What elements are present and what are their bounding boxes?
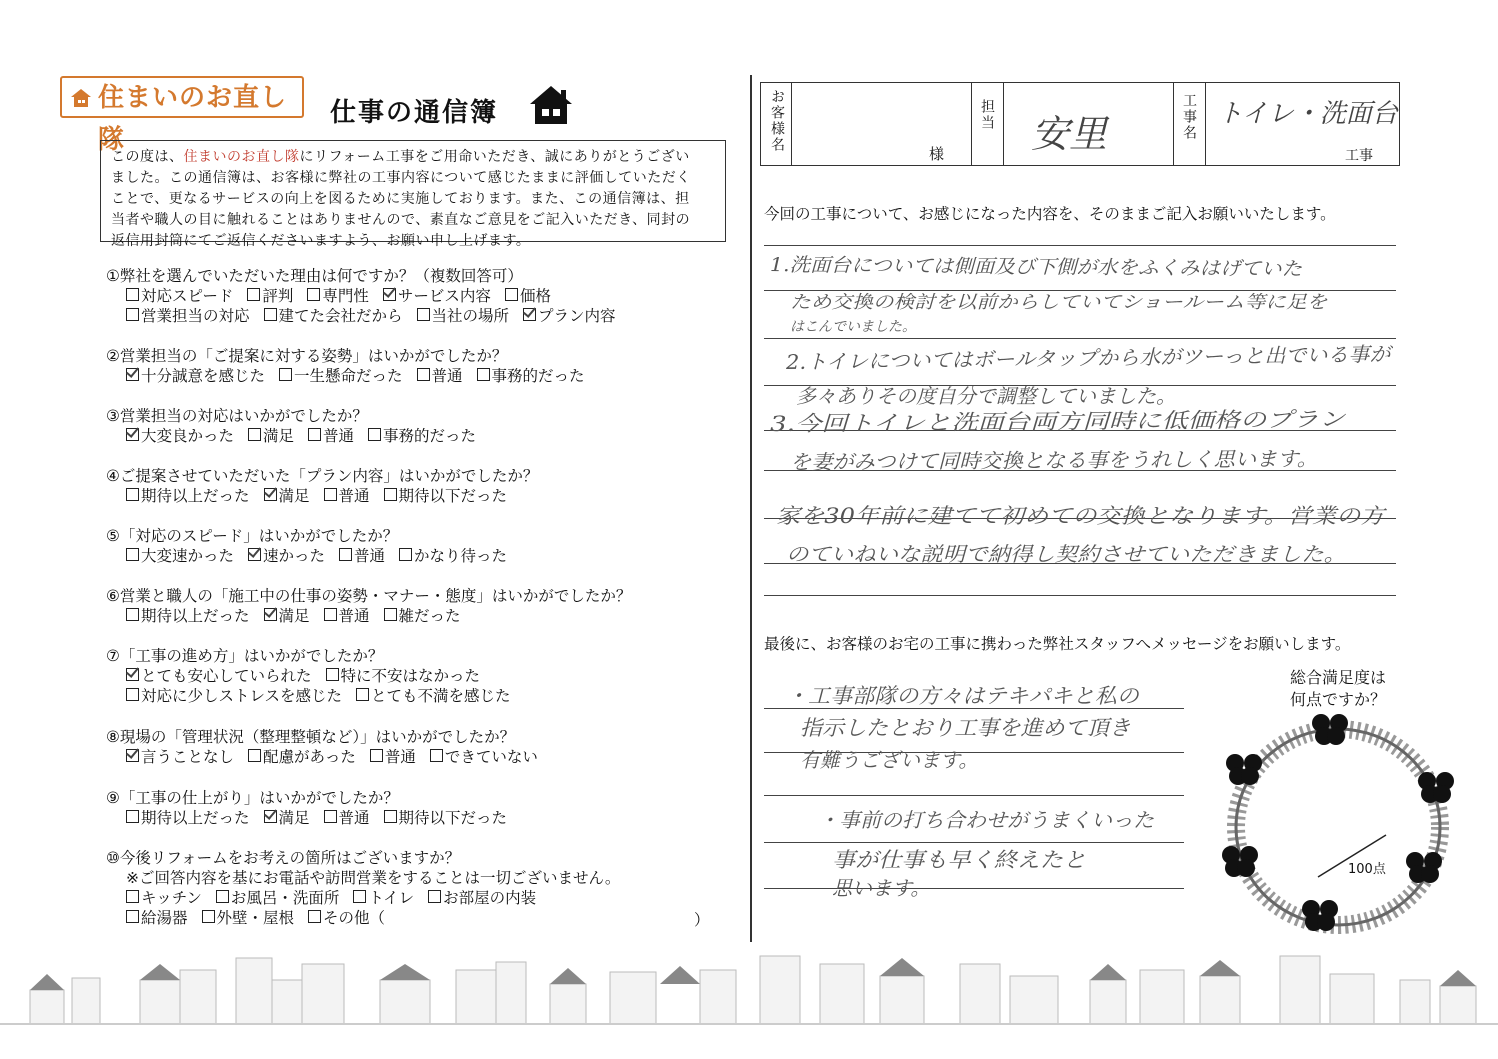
option-label: 特に不安はなかった [340,667,481,685]
checkbox[interactable] [339,548,352,561]
message-line: 有難うございます。 [800,748,979,772]
option[interactable] [324,808,370,828]
option-label: できていない [444,748,538,766]
option-label: 期待以下だった [398,487,508,505]
option-row [126,747,552,767]
checkbox-checked[interactable] [523,308,536,321]
option-label: 大変速かった [141,547,235,565]
option[interactable] [126,366,265,386]
intro-brand: 住まいのお直し隊 [183,149,300,165]
option[interactable] [523,306,616,326]
option-label: かなり待った [414,547,508,565]
checkbox-checked[interactable] [126,749,139,762]
option[interactable] [399,546,507,566]
option-label: 速かった [263,547,326,565]
checkbox[interactable] [326,668,339,681]
divider [750,75,752,942]
page-title: 仕事の通信簿 [330,98,499,128]
intro-text: この度は、 [111,149,184,165]
option-label: 普通 [338,607,370,625]
option[interactable] [384,606,461,626]
checkbox[interactable] [126,810,139,823]
option[interactable] [126,306,250,326]
checkbox[interactable] [353,890,366,903]
house-icon [70,88,92,108]
intro-text: ことで、更なるサービスの向上を図るために実施しております。また、この通信簿は、担 [111,191,690,207]
option[interactable] [279,366,403,386]
comment-line: 多々ありその度自分で調整していました。 [796,384,1176,408]
option-row [126,606,475,626]
question-text: ⑨「工事の仕上がり」はいかがでしたか？ [106,789,399,807]
message-line: ・工事部隊の方々はテキパキと私の [786,684,1139,708]
option-label: 大変良かった [141,427,235,445]
checkbox-checked[interactable] [264,810,277,823]
option-label: お部屋の内装 [443,889,537,907]
option-label: 満足 [278,487,310,505]
info-header [760,82,1400,166]
comment-line: はこんでいました。 [790,319,916,335]
checkbox[interactable] [428,890,441,903]
option[interactable] [248,426,294,446]
option[interactable] [430,747,538,767]
option-label: 建てた会社だから [278,307,403,325]
checkbox[interactable] [248,749,261,762]
question-text: ③営業担当の対応はいかがでしたか？ [106,407,368,425]
option-label: 配慮があった [263,748,356,766]
checkbox[interactable] [477,368,490,381]
message-prompt: 最後に、お客様のお宅の工事に携わった弊社スタッフへメッセージをお願いします。 [764,635,1351,653]
option-label: 専門性 [322,287,369,305]
option[interactable] [216,888,340,908]
question-text: ⑩今後リフォームをお考えの箇所はございますか？ [106,849,461,867]
comment-line: ため交換の検討を以前からしていてショールーム等に足を [790,292,1328,313]
checkbox[interactable] [126,890,139,903]
option-label: 雑だった [398,607,461,625]
option-row [126,908,399,928]
option[interactable] [308,908,385,928]
comment-line: 1.洗面台については側面及び下側が水をふくみはげていた [769,254,1303,281]
option-label: 期待以上だった [141,809,250,827]
option-label: 普通 [323,427,355,445]
option[interactable] [353,888,414,908]
option-label: 言うことなし [141,748,235,766]
option-row [126,426,490,446]
option-label: 満足 [263,427,295,445]
question-text: ⑥営業と職人の「施工中の仕事の姿勢・マナー・態度」はいかがでしたか？ [106,587,632,605]
checkbox[interactable] [384,488,397,501]
sama-suffix: 様 [929,145,945,163]
checkbox[interactable] [126,910,139,923]
option[interactable] [417,306,510,326]
option-label: 十分誠意を感じた [141,367,266,385]
checkbox[interactable] [308,428,321,441]
option[interactable] [126,888,202,908]
option[interactable] [368,426,476,446]
checkbox[interactable] [356,688,369,701]
checkbox[interactable] [247,288,260,301]
option-label: 対応スピード [141,287,234,305]
checkbox[interactable] [126,488,139,501]
checkbox[interactable] [126,308,139,321]
work-label: 工事名 [1181,93,1197,141]
intro-box [100,140,726,249]
option-label: 営業担当の対応 [141,307,250,325]
option-row [126,306,630,326]
checkbox-checked[interactable] [383,288,396,301]
option[interactable] [126,686,342,706]
checkbox[interactable] [279,368,292,381]
logo-text: 住まいのお直し隊 [98,83,288,155]
option-row [126,486,521,506]
option-label: 満足 [278,809,310,827]
option-label: 価格 [519,287,551,305]
option[interactable] [126,486,250,506]
checkbox-checked[interactable] [264,488,277,501]
checkbox[interactable] [264,308,277,321]
option-label: トイレ [368,889,415,907]
comment-line: を妻がみつけて同時交換となる事をうれしく思います。 [789,446,1318,474]
checkbox-checked[interactable] [248,548,261,561]
town-illustration [0,950,1498,1030]
option[interactable] [264,486,310,506]
option[interactable] [428,888,536,908]
checkbox[interactable] [216,890,229,903]
satisfaction-text: 何点ですか？ [1289,690,1386,709]
option[interactable] [126,546,234,566]
option-label: お風呂・洗面所 [230,889,340,907]
option[interactable] [248,546,325,566]
option[interactable] [384,808,508,828]
option-label: 一生懸命だった [294,367,403,385]
option-label: 事務的だった [491,367,585,385]
option-label: 外壁・屋根 [216,909,295,927]
option[interactable] [370,747,416,767]
option-label: 事務的だった [383,427,477,445]
customer-label: お客様名 [769,89,785,153]
checkbox[interactable] [126,608,139,621]
checkbox[interactable] [324,810,337,823]
satisfaction-text: 総合満足度は [1289,668,1386,687]
message-line: 思います。 [832,876,931,900]
option-label: 給湯器 [141,909,188,927]
question-text: ②営業担当の「ご提案に対する姿勢」はいかがでしたか？ [106,347,508,365]
option-label: 普通 [354,547,386,565]
house-icon [528,84,574,126]
intro-text: にリフォーム工事をご用命いただき、誠にありがとうござい [299,149,690,165]
checkbox[interactable] [308,910,321,923]
checkbox[interactable] [370,749,383,762]
checkbox[interactable] [368,428,381,441]
question-text: ⑧現場の「管理状況（整理整頓など）」はいかがでしたか？ [106,728,516,746]
option[interactable] [307,286,369,306]
message-line: 指示したとおり工事を進めて頂き [800,716,1131,740]
checkbox-checked[interactable] [126,368,139,381]
question-text: ⑦「工事の進め方」はいかがでしたか？ [106,647,384,665]
option-label: プラン内容 [538,307,616,325]
comment-line: のていねいな説明で納得し契約させていただきました。 [786,542,1346,566]
checkbox[interactable] [126,288,139,301]
option[interactable] [126,666,312,686]
work-name: トイレ・洗面台 [1217,99,1398,129]
option-label: 普通 [384,748,416,766]
checkbox[interactable] [399,548,412,561]
question-text: ⑤「対応のスピード」はいかがでしたか？ [106,527,399,545]
checkbox[interactable] [417,368,430,381]
checkbox[interactable] [202,910,215,923]
wreath-icon [1210,705,1470,945]
option-label: 満足 [278,607,310,625]
intro-text: 当者や職人の目に触れることはありませんので、素直なご意見をご記入いただき、同封の [111,212,691,228]
option[interactable] [505,286,551,306]
checkbox[interactable] [126,548,139,561]
comment-line: 2.トイレについてはボールタップから水がツーっと出でいる事が [785,341,1391,374]
option[interactable] [264,306,403,326]
option[interactable] [248,747,356,767]
option-row [126,888,550,908]
intro-text: ました。この通信簿は、お客様に弊社の工事内容について感じたままに評価していただく [111,170,691,186]
option[interactable] [356,686,511,706]
message-line: ・事前の打ち合わせがうまくいった [818,808,1154,832]
checkbox[interactable] [307,288,320,301]
checkbox[interactable] [417,308,430,321]
checkbox[interactable] [505,288,518,301]
comment-line: 3.今回トイレと洗面台両方同時に低価格のプラン [769,407,1346,436]
option-label: 期待以上だった [141,487,250,505]
option-label: 対応に少しストレスを感じた [141,687,343,705]
option[interactable] [126,426,234,446]
option[interactable] [126,908,188,928]
checkbox[interactable] [324,488,337,501]
staff-label: 担当 [979,99,995,131]
option-row [126,808,521,828]
intro-text: 返信用封筒にてご返信くださいますよう、お願い申し上げます。 [111,233,531,249]
option[interactable] [384,486,508,506]
option[interactable] [247,286,293,306]
option-label: サービス内容 [397,287,491,305]
option-label: 普通 [338,487,370,505]
option[interactable] [417,366,463,386]
option-label: キッチン [141,889,202,907]
checkbox-checked[interactable] [126,428,139,441]
option[interactable] [126,808,250,828]
option-label: とても安心していられた [141,667,312,685]
option-label: その他（ [323,909,386,927]
option-label: 期待以上だった [141,607,250,625]
option-row [126,666,494,686]
checkbox[interactable] [384,810,397,823]
option[interactable] [264,606,310,626]
comment-line: 家を30年前に建てて初めての交換となります。営業の方 [776,504,1385,528]
message-line: 事が仕事も早く終えたと [832,848,1087,872]
question-text: ①弊社を選んでいただいた理由は何ですか？（複数回答可） [106,267,523,285]
staff-name: 安里 [1031,112,1108,156]
option[interactable] [326,666,481,686]
comment-prompt: 今回の工事について、お感じになった内容を、そのままご記入お願いいたします。 [764,205,1336,223]
option-label: 期待以下だった [398,809,508,827]
option[interactable] [264,808,310,828]
checkbox[interactable] [126,688,139,701]
option[interactable] [202,908,295,928]
option[interactable] [126,286,233,306]
checkbox-checked[interactable] [126,668,139,681]
question-note: ※ご回答内容を基にお電話や訪問営業をすることは一切ございません。 [126,869,621,887]
checkbox[interactable] [430,749,443,762]
option-label: 普通 [431,367,463,385]
option-label: 評判 [262,287,294,305]
close-paren: ） [694,911,710,929]
option-row [126,286,565,306]
option[interactable] [477,366,585,386]
option[interactable] [324,486,370,506]
option[interactable] [383,286,491,306]
question-text: ④ご提案させていただいた「プラン内容」はいかがでしたか？ [106,467,539,485]
option-label: 当社の場所 [431,307,510,325]
option[interactable] [339,546,385,566]
work-suffix: 工事 [1345,148,1373,164]
checkbox[interactable] [384,608,397,621]
option[interactable] [324,606,370,626]
option-row [126,366,599,386]
option-row [126,686,525,706]
brand-logo [60,76,304,155]
option-label: 普通 [338,809,370,827]
checkbox-checked[interactable] [264,608,277,621]
option-row [126,546,521,566]
checkbox[interactable] [248,428,261,441]
option[interactable] [126,606,250,626]
option-label: とても不満を感じた [371,687,511,705]
option[interactable] [308,426,354,446]
checkbox[interactable] [324,608,337,621]
option[interactable] [126,747,234,767]
score-label: 100点 [1348,862,1386,877]
